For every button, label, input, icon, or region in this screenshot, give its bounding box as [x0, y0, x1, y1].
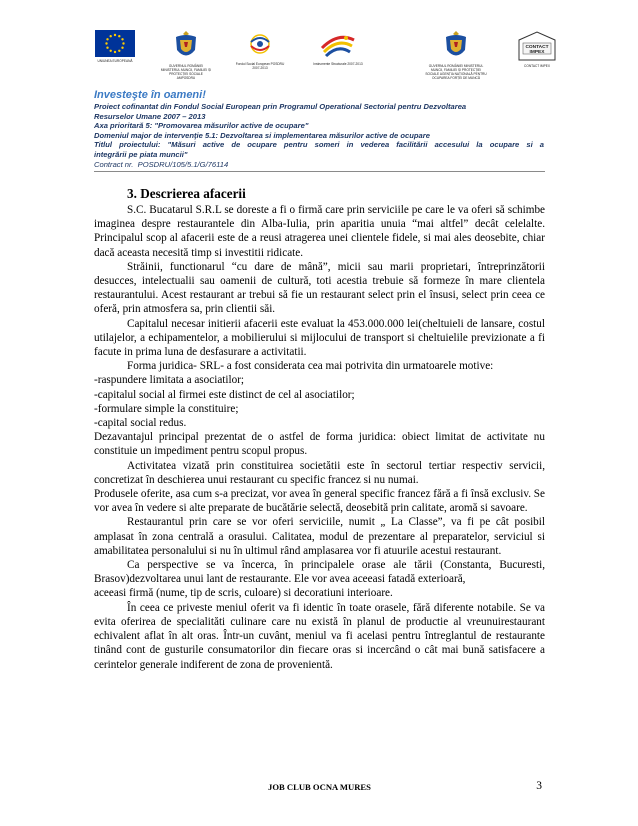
list-item: -capitalul social al firmei este distinct de cel al asociatilor;	[94, 388, 355, 401]
project-header	[94, 89, 544, 169]
logo-caption: GUVERNUL ROMÂNIEI MINISTERUL MUNCII, FAMILIEI ȘI PROTECȚIEI SOCIALE AMPOSDRU	[160, 64, 212, 80]
romania-coat-of-arms-icon	[173, 30, 199, 62]
logo-caption: CONTACT IMPEX	[524, 64, 550, 68]
contract-number	[94, 160, 544, 170]
contact-impex-logo-icon	[517, 30, 557, 62]
paragraph: Forma juridica- SRL- a fost considerata cea mai potrivita din urmatoarele motive:	[127, 360, 494, 373]
header-line-titlu-cont: integrării pe piata muncii"	[94, 149, 188, 159]
paragraph: Activitatea vizată prin constituirea societătii este în sectorul tertiar respectiv servicii, concretizat în deschierea unui restaurant cu specific francez si nu numai.	[94, 459, 545, 486]
list-item: -capital social redus.	[94, 417, 187, 430]
contract-value: POSDRU/105/5.1/G/76114	[137, 159, 229, 169]
paragraph: Ca perspective se va încerca, în principalele orase ale tării (Constanta, Bucuresti, Brasov)dezvoltarea unui lant de restaurante. Ele vor avea aceeasi fatadă exterioară,	[94, 559, 545, 586]
government-logo	[160, 30, 212, 90]
paragraph: Capitalul necesar initierii afacerii este evaluat la 453.000.000 lei(cheltuieli de lansare, costul utilajelor, a echipamentelor, a mobilierului si mijlocului de transport si cheltuielile previzionate a fi facute in prima luna de desfasurare a activitatii.	[94, 317, 545, 359]
contract-label: Contract nr.	[94, 159, 134, 169]
header-divider	[94, 171, 545, 172]
document-body	[94, 186, 545, 672]
list-item: -formulare simple la constituire;	[94, 402, 239, 415]
logo-caption: UNIUNEA EUROPEANĂ	[97, 59, 133, 63]
list-item: -raspundere limitata a asociatilor;	[94, 374, 245, 387]
contact-impex-logo	[515, 30, 559, 90]
logo-caption: Instrumente Structurale 2007-2013	[313, 62, 363, 66]
header-line-titlu: Titlul proiectului: "Măsuri active de ocupare pentru someri in vederea facilitării accesului la ocupare si a	[94, 140, 544, 150]
svg-text:CONTACT: CONTACT	[525, 45, 549, 50]
header-line-cofinantat: Proiect cofinantat din Fondul Social European prin Programul Operational Sectorial pentru Dezvoltarea	[94, 102, 467, 111]
romania-coat-of-arms-icon	[443, 30, 469, 62]
page-footer	[94, 781, 545, 795]
header-line-program: Resurselor Umane 2007 – 2013	[94, 111, 206, 121]
paragraph: Restaurantul prin care se vor oferi serviciile, numit „ La Classe”, va fi pe cât posibil amplasat în zona centrală a orasului. Calitatea, modul de prezentare al preparatelor, serviciul si amabilitatea personalului si nu în ultimul rând amplasarea vor fi atuurile acestui restaurant.	[94, 516, 545, 557]
paragraph: Străinii, functionarul “cu dare de mână”, micii sau marii proprietari, întreprinzătorii desucces, intelectualii sau oamenii de cultură, toti acestia trebuie să formeze în mare clientela restaurantului. Acest restaurant ar trebui să fie un restaurant select prin el însusi, select prin ceea ce oferă, prin atmosfera sa, prin clientii săi.	[94, 260, 545, 316]
paragraph: S.C. Bucatarul S.R.L se doreste a fi o firmă care prin serviciile pe care le va oferi să schimbe imaginea despre restaurantele din Alba-Iulia, prin aparitia unuia “mai altfel” decât celelalte. Principalul scop al afacerii este de a reusi atragerea unei clientele fidele, si mai ales deosebite, chiar dacă aceasta necesită timp si investitii ridicate.	[94, 204, 545, 259]
header-line-domeniu: Domeniul major de intervenţie 5.1: Dezvoltarea si implementarea măsurilor active de ocupare	[94, 130, 430, 140]
section-title: 3. Descrierea afacerii	[127, 186, 246, 201]
paragraph: aceeasi firmă (nume, tip de scris, culoare) si decoratiuni interioare.	[94, 587, 393, 600]
eu-logo	[95, 30, 135, 90]
logo-caption: Fondul Social European POSDRU 2007-2013	[235, 62, 285, 70]
footer-label: JOB CLUB OCNA MURES	[268, 782, 371, 792]
motto: Investeşte în oameni!	[94, 89, 206, 101]
fse-logo-icon	[243, 30, 277, 60]
paragraph: Dezavantajul principal prezentat de o astfel de forma juridica: obiect limitat de activitate nu constituie un impediment pentru scopul propus.	[94, 431, 545, 458]
anofm-logo	[425, 30, 487, 90]
instrumente-structurale-logo	[312, 30, 364, 90]
svg-text:IMPEX: IMPEX	[529, 50, 545, 55]
fse-logo	[235, 30, 285, 90]
page-number: 3	[536, 780, 542, 792]
paragraph: În ceea ce priveste meniul oferit va fi identic în toate orasele, fără diferente notabile. Se va evita oferirea de specialităti culinare care nu există în planul de productie al vreunuirestaurant echivalent aflat în alt oras. Într-un cuvânt, meniul va fi acelasi pentru întreglantul de restaurante tinând cont de gusturile consumatorilor din fiecare oras si incercând o cât mai bună satisfacere a cerintelor generale indiferent de zona de provenientă.	[94, 601, 545, 671]
paragraph: Produsele oferite, asa cum s-a precizat, vor avea în general specific francez fără a fi însă exclusiv. Se vor avea în vedere si alte preparate de bucătărie selectă, deosebită prin calitate, aromă si savoare.	[94, 488, 545, 515]
header-line-axa: Axa prioritară 5: "Promovarea măsurilor active de ocupare"	[94, 121, 309, 131]
instrumente-structurale-icon	[318, 30, 358, 60]
logo-caption: GUVERNUL ROMÂNIEI MINISTERUL MUNCII, FAMILIEI ȘI PROTECȚIEI SOCIALE AGENȚIA NAȚIONALĂ PENTRU OCUPAREA FORȚEI DE MUNCĂ	[425, 64, 487, 80]
eu-flag-icon	[95, 30, 135, 57]
logo-strip	[90, 30, 560, 90]
